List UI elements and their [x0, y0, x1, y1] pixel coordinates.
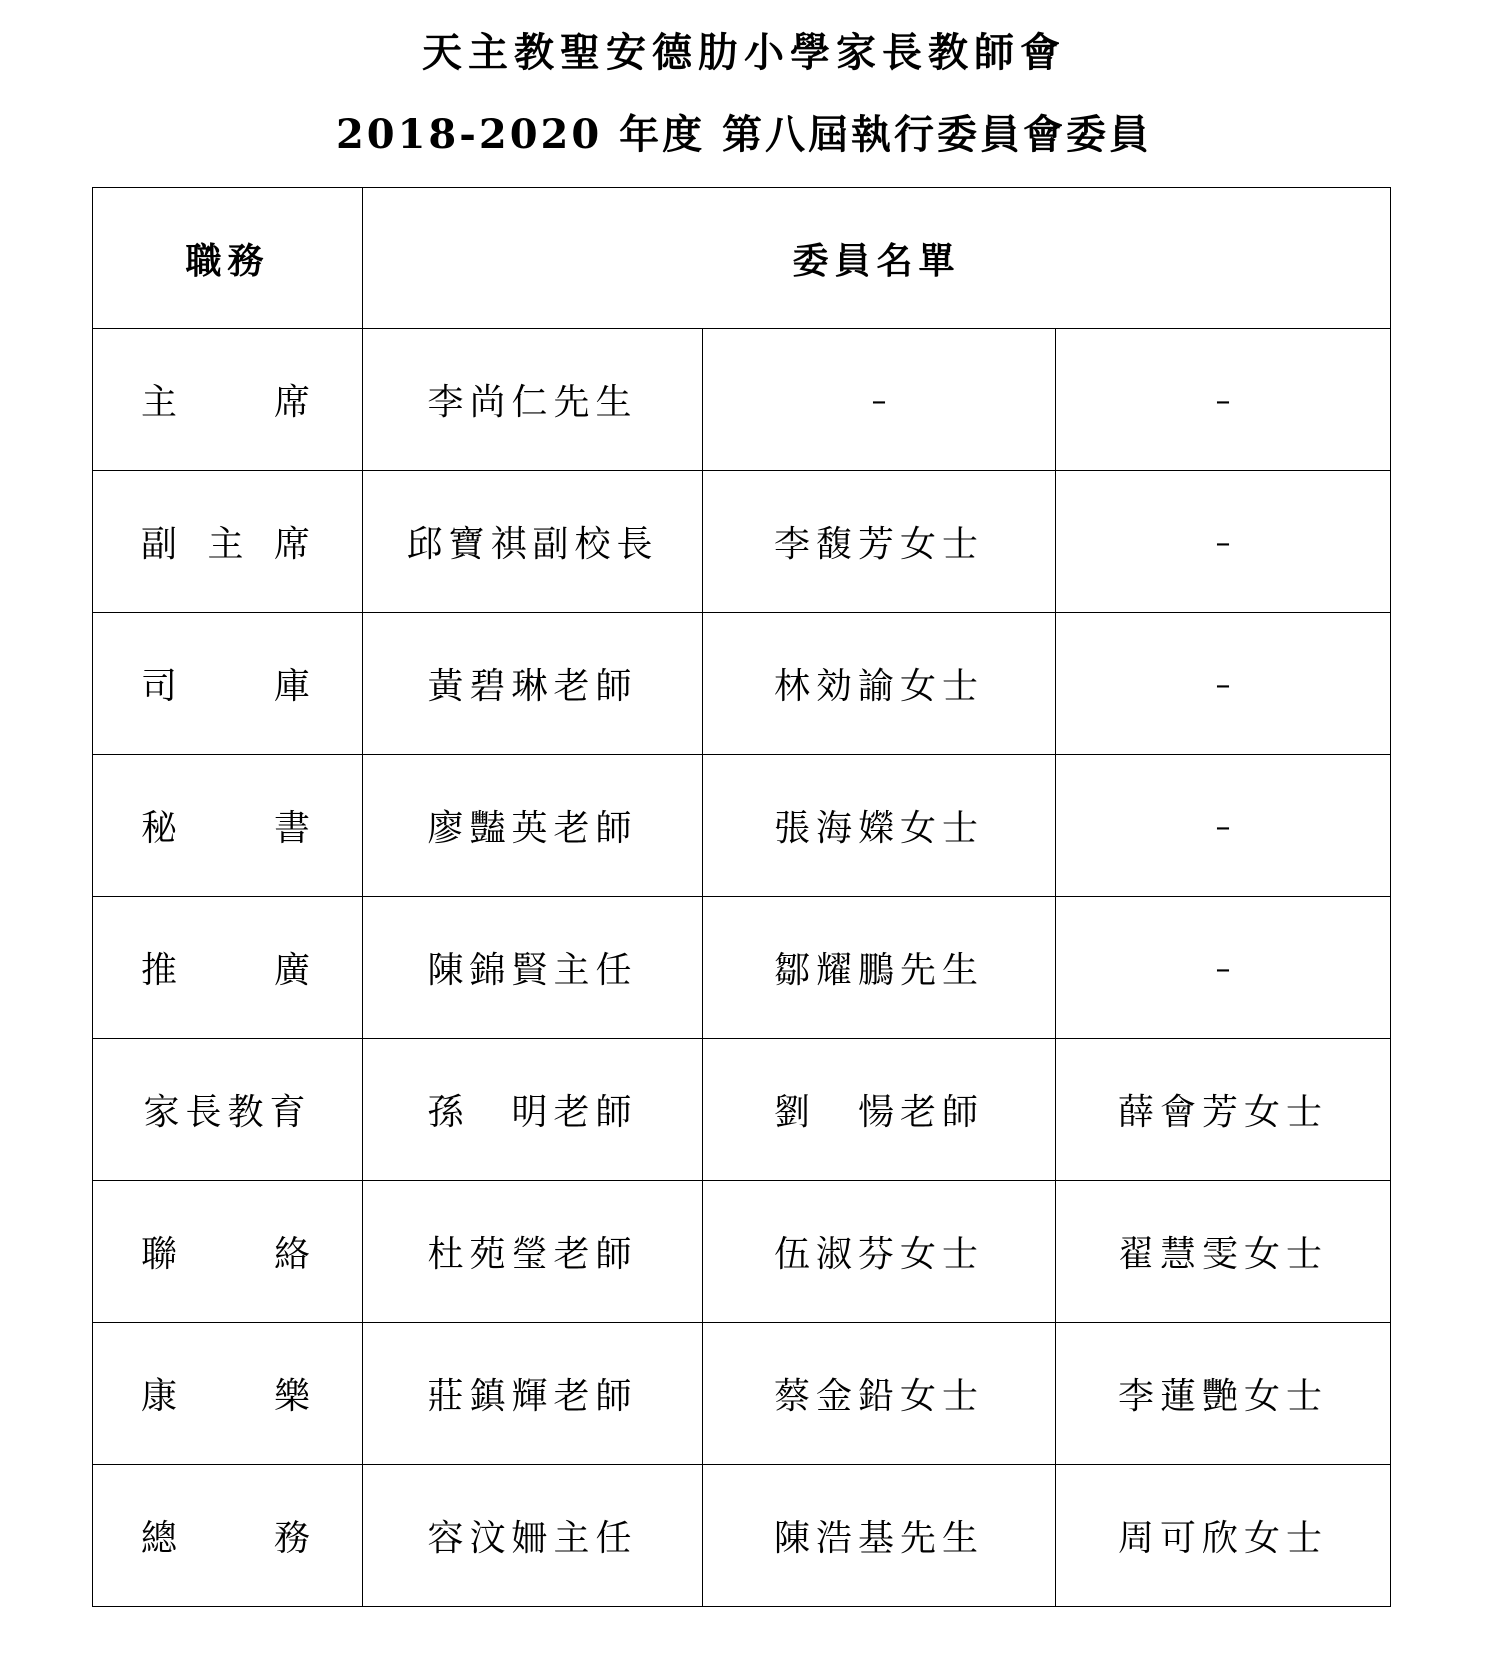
role-cell	[93, 329, 363, 471]
role-cell	[93, 755, 363, 897]
empty-dash: –	[1215, 952, 1231, 987]
member-name: 薛會芳女士	[1118, 1092, 1329, 1133]
role-cell	[93, 1039, 363, 1181]
role-cell	[93, 897, 363, 1039]
member-cell-1	[363, 1039, 703, 1181]
member-cell-1	[363, 755, 703, 897]
member-name: 翟慧雯女士	[1118, 1234, 1329, 1275]
empty-dash: –	[1215, 668, 1231, 703]
member-name: 容汶姍主任	[427, 1518, 638, 1559]
role-char: 主	[207, 524, 250, 565]
role-label	[93, 613, 362, 754]
member-name: 李馥芳女士	[773, 524, 984, 565]
role-cell	[93, 1181, 363, 1323]
header-members: 委員名單	[363, 188, 1391, 329]
role-cell	[93, 471, 363, 613]
member-cell-3	[1056, 1181, 1391, 1323]
table-row	[93, 471, 1391, 613]
member-name: 張海嬫女士	[773, 808, 984, 849]
member-name: 伍淑芬女士	[773, 1234, 984, 1275]
role-label	[93, 755, 362, 896]
member-cell-2	[703, 1039, 1056, 1181]
role-label	[93, 897, 362, 1038]
member-name: 周可欣女士	[1118, 1518, 1329, 1559]
role-char: 書	[273, 808, 316, 849]
role-label	[93, 1465, 362, 1606]
role-cell	[93, 1323, 363, 1465]
role-label	[93, 471, 362, 612]
member-name: 廖豔英老師	[427, 808, 638, 849]
table-header-row	[93, 188, 1391, 329]
table-row	[93, 755, 1391, 897]
role-char: 絡	[273, 1234, 316, 1275]
role-char: 席	[273, 382, 316, 423]
member-cell-3	[1056, 329, 1391, 471]
member-cell-1	[363, 1323, 703, 1465]
empty-dash: –	[1215, 526, 1231, 561]
role-char: 總	[141, 1518, 184, 1559]
member-name: 林効諭女士	[773, 666, 984, 707]
role-label	[93, 1181, 362, 1322]
member-name: 陳錦賢主任	[427, 950, 638, 991]
member-cell-3	[1056, 1039, 1391, 1181]
member-cell-3	[1056, 1465, 1391, 1607]
member-name: 邱寶祺副校長	[406, 524, 659, 565]
member-cell-2	[703, 1465, 1056, 1607]
member-name: 鄒耀鵬先生	[773, 950, 984, 991]
document-subtitle: 2018-2020 年度 第八屆執行委員會委員	[335, 111, 1153, 158]
member-cell-2	[703, 755, 1056, 897]
member-name: 陳浩基先生	[773, 1518, 984, 1559]
role-char: 務	[273, 1518, 316, 1559]
role-label	[93, 329, 362, 470]
member-name: 孫 明老師	[427, 1092, 638, 1133]
committee-table	[92, 187, 1391, 1607]
member-cell-3	[1056, 1323, 1391, 1465]
role-cell	[93, 613, 363, 755]
role-char: 主	[141, 382, 184, 423]
member-cell-2	[703, 613, 1056, 755]
role-cell	[93, 1465, 363, 1607]
member-name: 莊鎮輝老師	[427, 1376, 638, 1417]
member-cell-1	[363, 1181, 703, 1323]
role-char: 席	[273, 524, 316, 565]
role-char: 司	[141, 666, 184, 707]
member-cell-1	[363, 613, 703, 755]
member-name: 李蓮艷女士	[1118, 1376, 1329, 1417]
role-char: 聯	[141, 1234, 184, 1275]
role-char: 副	[141, 524, 184, 565]
role-char: 廣	[273, 950, 316, 991]
member-name: 杜苑瑩老師	[427, 1234, 638, 1275]
empty-dash: –	[871, 384, 887, 419]
table-row	[93, 1181, 1391, 1323]
member-cell-1	[363, 471, 703, 613]
role-char: 康	[141, 1376, 184, 1417]
table-row	[93, 329, 1391, 471]
role-char: 推	[141, 950, 184, 991]
table-row	[93, 1039, 1391, 1181]
member-cell-1	[363, 329, 703, 471]
table-row	[93, 897, 1391, 1039]
table-row	[93, 613, 1391, 755]
role-char: 庫	[273, 666, 316, 707]
table-row	[93, 1323, 1391, 1465]
member-cell-3	[1056, 613, 1391, 755]
member-name: 劉 愓老師	[773, 1092, 984, 1133]
member-name: 李尚仁先生	[427, 382, 638, 423]
role-char: 家長教育	[143, 1092, 312, 1133]
member-cell-2	[703, 897, 1056, 1039]
empty-dash: –	[1215, 384, 1231, 419]
role-char: 樂	[273, 1376, 316, 1417]
member-cell-1	[363, 897, 703, 1039]
member-cell-3	[1056, 897, 1391, 1039]
member-cell-3	[1056, 755, 1391, 897]
member-name: 蔡金鉛女士	[773, 1376, 984, 1417]
member-cell-2	[703, 1181, 1056, 1323]
member-cell-1	[363, 1465, 703, 1607]
empty-dash: –	[1215, 810, 1231, 845]
member-cell-3	[1056, 471, 1391, 613]
role-label	[93, 1323, 362, 1464]
member-cell-2	[703, 1323, 1056, 1465]
member-cell-2	[703, 329, 1056, 471]
table-row	[93, 1465, 1391, 1607]
member-cell-2	[703, 471, 1056, 613]
role-label	[93, 1039, 362, 1180]
header-role: 職務	[93, 188, 363, 329]
role-char: 秘	[141, 808, 184, 849]
document-title: 天主教聖安德肋小學家長教師會	[422, 29, 1066, 76]
member-name: 黃碧琳老師	[427, 666, 638, 707]
